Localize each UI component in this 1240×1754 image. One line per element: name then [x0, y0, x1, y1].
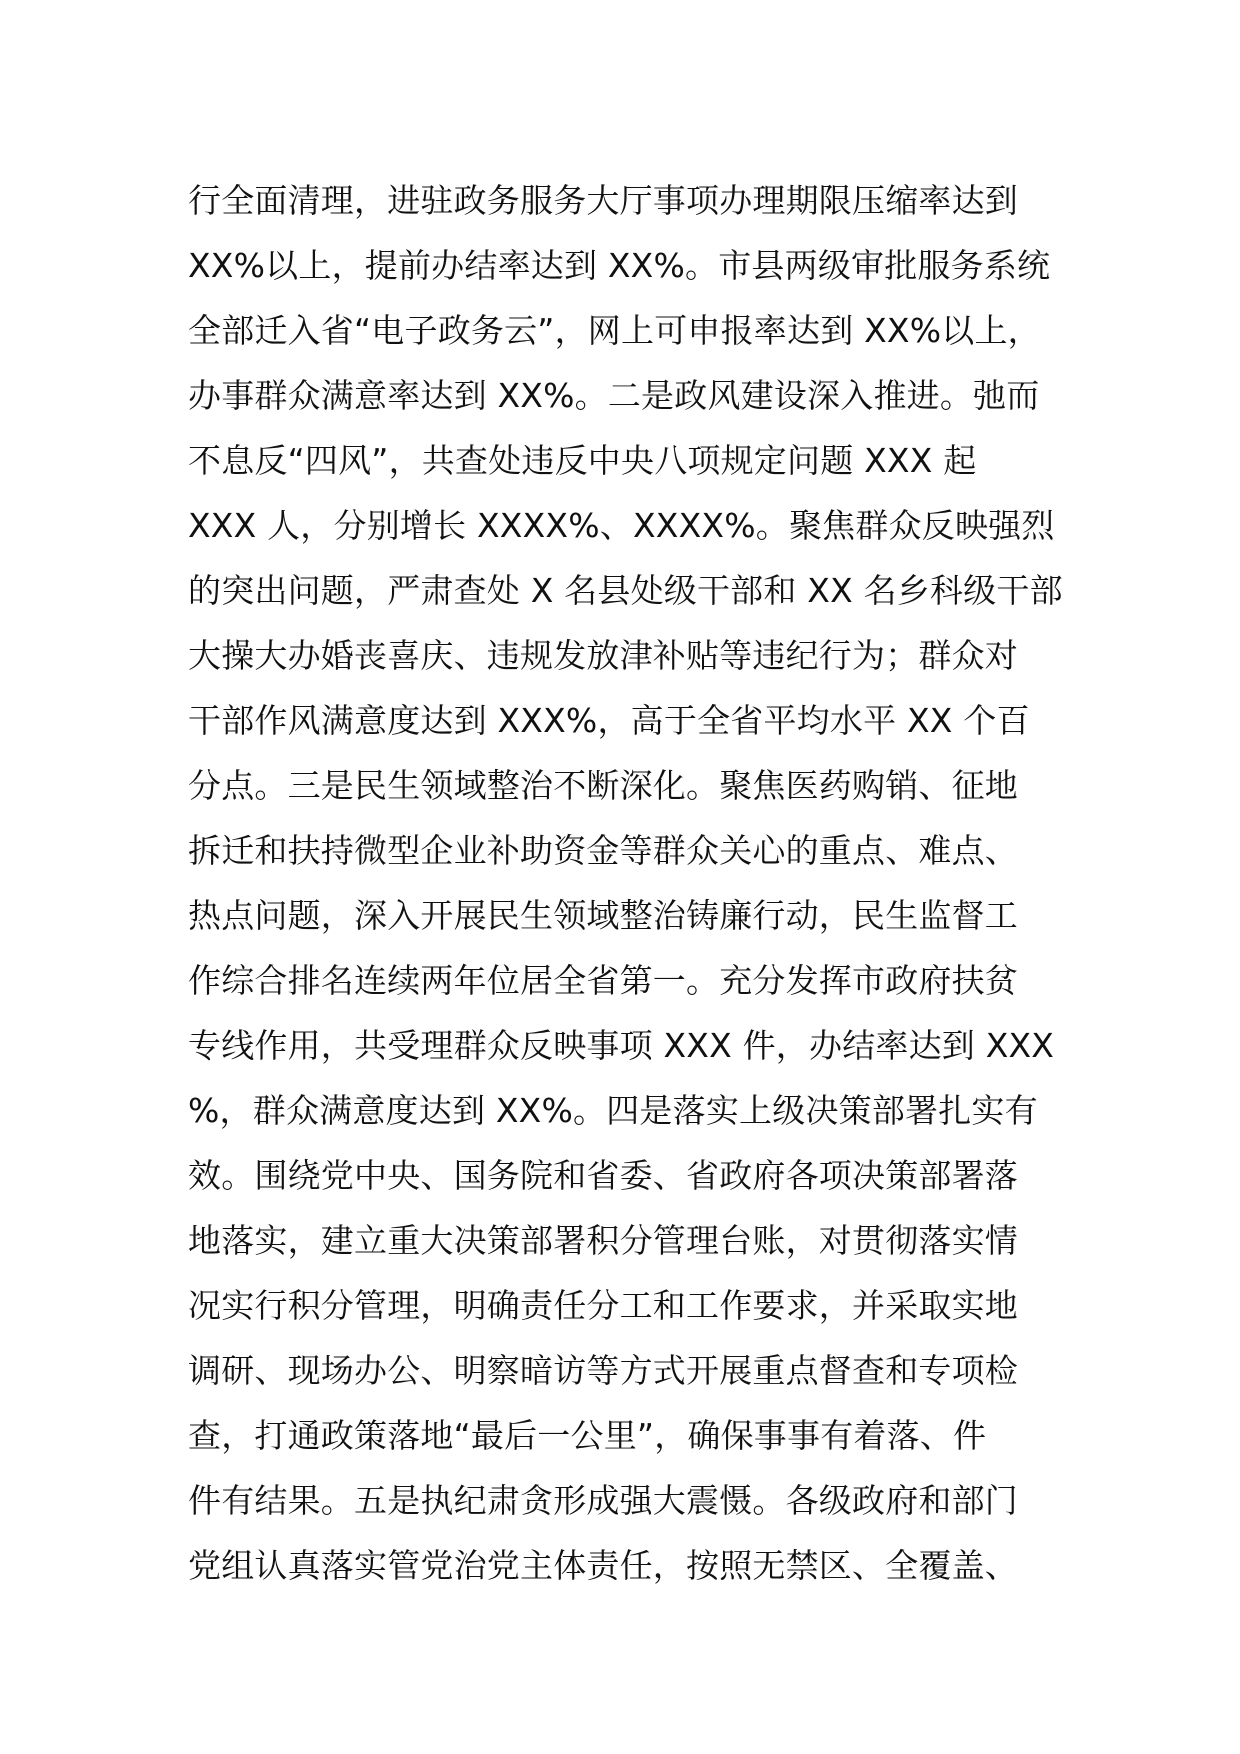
text-line: 大操大办婚丧喜庆、违规发放津补贴等违纪行为；群众对: [188, 636, 1018, 675]
text-line: XXX 人，分别增长 XXXX%、XXXX%。聚焦群众反映强烈: [188, 506, 1055, 545]
text-line: 分点。三是民生领域整治不断深化。聚焦医药购销、征地: [188, 766, 1018, 805]
text-line: 办事群众满意率达到 XX%。二是政风建设深入推进。弛而: [188, 376, 1040, 415]
text-line: 件有结果。五是执纪肃贪形成强大震慑。各级政府和部门: [188, 1481, 1018, 1520]
text-line: 的突出问题，严肃查处 X 名县处级干部和 XX 名乡科级干部: [188, 571, 1063, 610]
text-line: 作综合排名连续两年位居全省第一。充分发挥市政府扶贫: [188, 961, 1018, 1000]
text-line: 调研、现场办公、明察暗访等方式开展重点督查和专项检: [188, 1351, 1018, 1390]
text-line: 党组认真落实管党治党主体责任，按照无禁区、全覆盖、: [188, 1546, 1018, 1585]
text-line: XX%以上，提前办结率达到 XX%。市县两级审批服务系统: [188, 246, 1051, 285]
text-line: 全部迁入省“电子政务云”，网上可申报率达到 XX%以上，: [188, 311, 1041, 350]
text-line: 专线作用，共受理群众反映事项 XXX 件，办结率达到 XXX: [188, 1026, 1055, 1065]
text-line: 地落实，建立重大决策部署积分管理台账，对贯彻落实情: [188, 1221, 1018, 1260]
text-line: 行全面清理，进驻政务服务大厅事项办理期限压缩率达到: [188, 181, 1018, 220]
text-line: 效。围绕党中央、国务院和省委、省政府各项决策部署落: [188, 1156, 1018, 1195]
text-line: 查，打通政策落地“最后一公里”，确保事事有着落、件: [188, 1416, 987, 1455]
text-line: 热点问题，深入开展民生领域整治铸廉行动，民生监督工: [188, 896, 1018, 935]
text-line: %，群众满意度达到 XX%。四是落实上级决策部署扎实有: [188, 1091, 1038, 1130]
text-line: 干部作风满意度达到 XXX%，高于全省平均水平 XX 个百: [188, 701, 1030, 740]
text-line: 不息反“四风”，共查处违反中央八项规定问题 XXX 起: [188, 441, 977, 480]
text-line: 拆迁和扶持微型企业补助资金等群众关心的重点、难点、: [188, 831, 1018, 870]
text-line: 况实行积分管理，明确责任分工和工作要求，并采取实地: [188, 1286, 1018, 1325]
body-text: [188, 168, 1088, 1598]
